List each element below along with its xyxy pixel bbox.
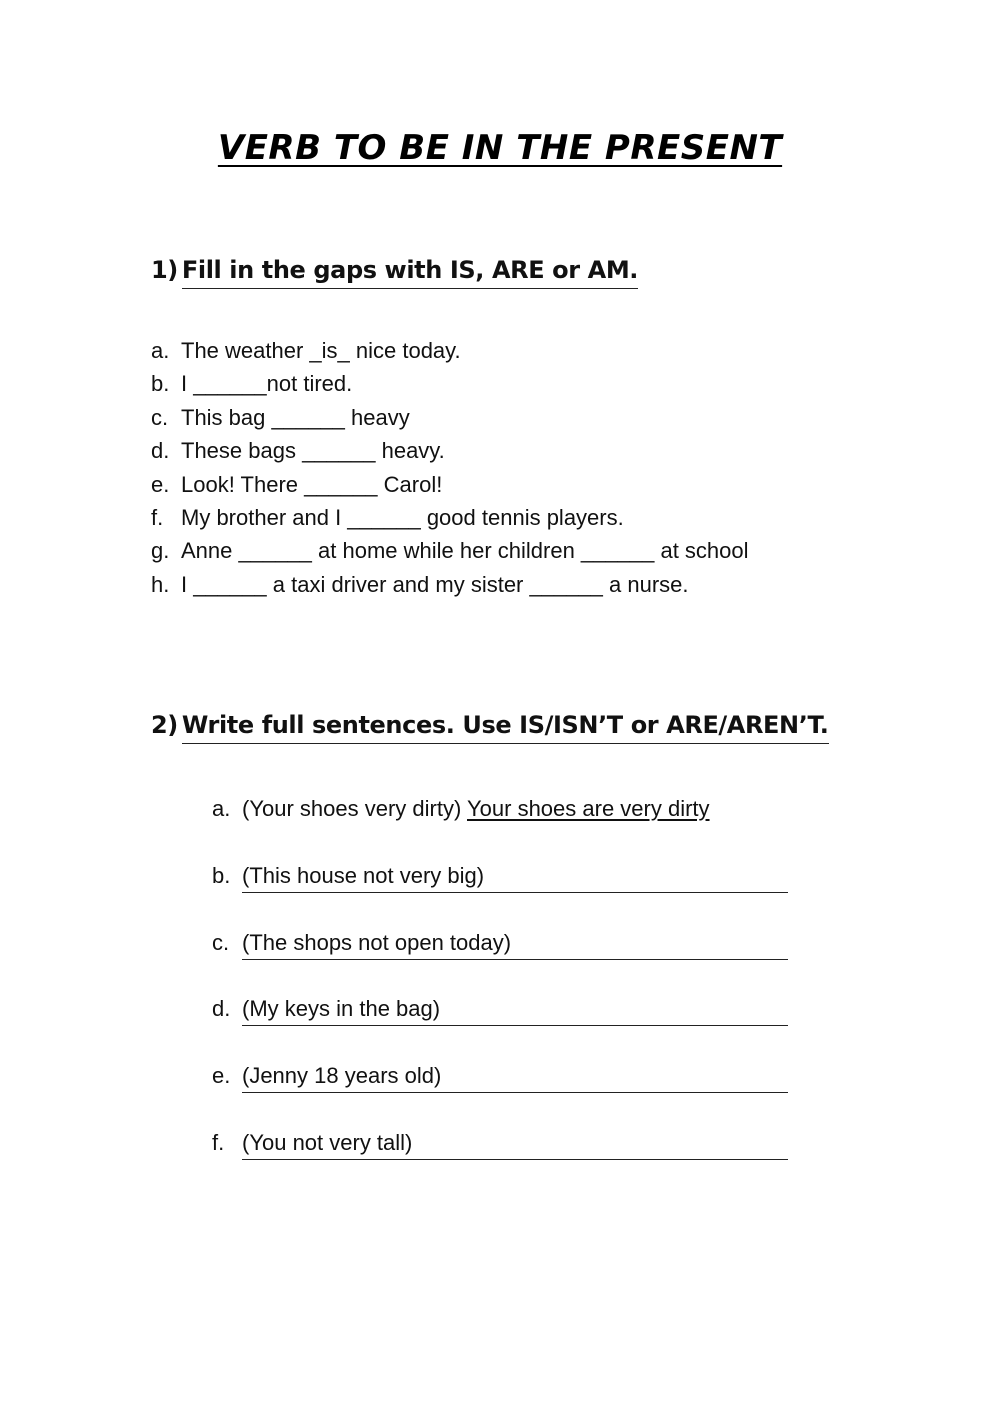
item-text[interactable]: The weather _is_ nice today.: [181, 338, 461, 363]
item-prompt: (The shops not open today): [242, 929, 512, 955]
item-text[interactable]: My brother and I ______ good tennis players.: [181, 504, 624, 530]
example-answer: Your shoes are very dirty: [467, 796, 710, 821]
section1-heading: [151, 256, 638, 289]
item-prompt: (Jenny 18 years old): [242, 1063, 442, 1089]
answer-line[interactable]: [242, 1159, 788, 1160]
item-prompt: (This house not very big): [242, 862, 485, 888]
item-text[interactable]: These bags ______ heavy.: [181, 438, 445, 464]
item-marker: c.: [151, 404, 169, 430]
example-line: [242, 791, 710, 827]
title-text: VERB TO BE IN THE PRESENT: [217, 128, 783, 168]
item-marker: a.: [151, 338, 170, 363]
item-text[interactable]: I ______not tired.: [181, 371, 353, 397]
item-marker: b.: [151, 371, 170, 397]
worksheet-title: [0, 128, 1000, 168]
item-marker: g.: [151, 538, 170, 564]
item-marker: c.: [212, 929, 230, 955]
item-marker: h.: [151, 571, 170, 597]
item-prompt: (You not very tall): [242, 1129, 413, 1155]
item-marker: f.: [212, 1129, 225, 1155]
item-marker: f.: [151, 504, 164, 530]
item-marker: a.: [212, 796, 231, 821]
item-text[interactable]: Anne ______ at home while her children ______ at school: [181, 538, 749, 564]
answer-line[interactable]: [242, 892, 788, 893]
item-marker: e.: [212, 1063, 231, 1089]
section1-number: 1): [151, 256, 178, 284]
section2-number: 2): [151, 711, 178, 739]
answer-line[interactable]: [242, 1092, 788, 1093]
answer-line[interactable]: [242, 959, 788, 960]
section2-heading-text: Write full sentences. Use IS/ISN’T or ARE/AREN’T.: [182, 711, 829, 744]
item-prompt: (Your shoes very dirty): [242, 796, 462, 821]
item-marker: d.: [151, 438, 170, 464]
item-text[interactable]: Look! There ______ Carol!: [181, 471, 443, 497]
item-marker: e.: [151, 471, 170, 497]
item-text[interactable]: I ______ a taxi driver and my sister ______ a nurse.: [181, 571, 689, 597]
answer-line[interactable]: [242, 1025, 788, 1026]
section1-heading-text: Fill in the gaps with IS, ARE or AM.: [182, 256, 638, 289]
item-prompt: (My keys in the bag): [242, 996, 441, 1022]
item-marker: d.: [212, 996, 231, 1022]
item-text[interactable]: This bag ______ heavy: [181, 404, 410, 430]
item-marker: b.: [212, 862, 231, 888]
section2-heading: [151, 711, 829, 744]
